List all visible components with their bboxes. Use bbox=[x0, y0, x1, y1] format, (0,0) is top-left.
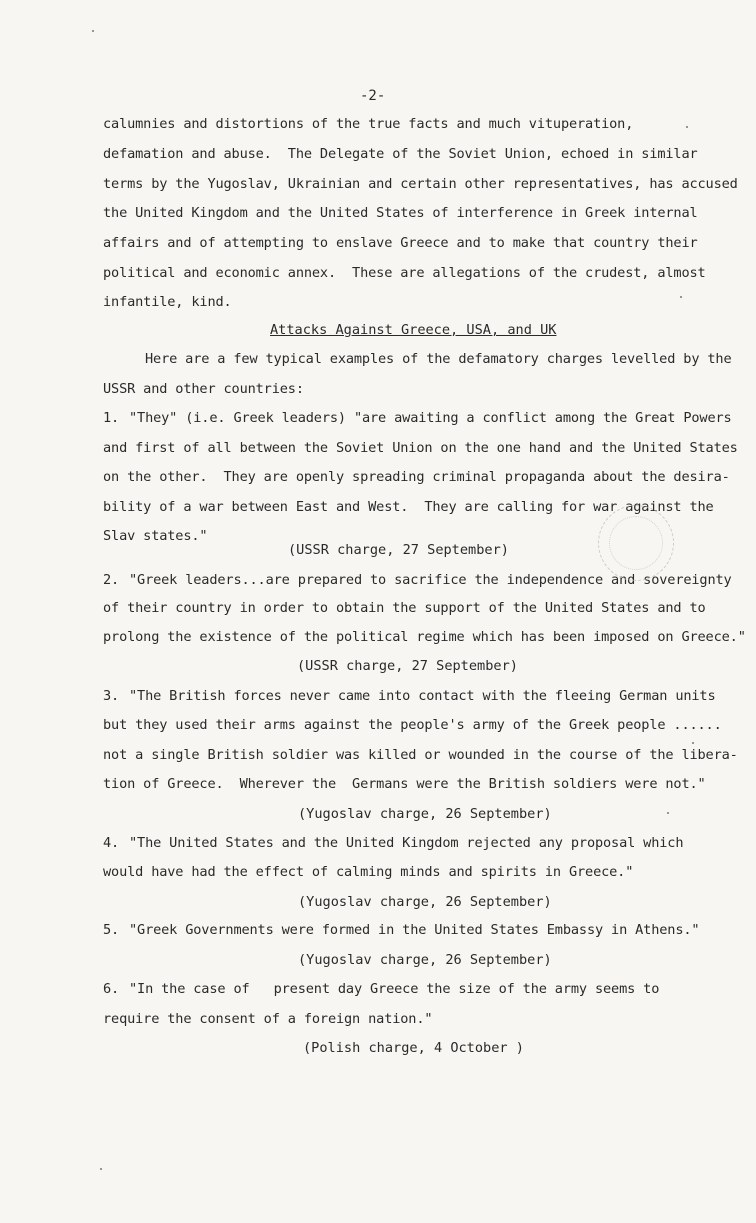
text-line: would have had the effect of calming minds and spirits in Greece." bbox=[103, 864, 634, 880]
example-text: "Greek Governments were formed in the United States Embassy in Athens." bbox=[129, 922, 700, 938]
example-text: "Greek leaders...are prepared to sacrifice the independence and sovereignty bbox=[129, 572, 732, 588]
text-line: bility of a war between East and West. They are calling for war against the bbox=[103, 499, 714, 515]
text-line: Here are a few typical examples of the defamatory charges levelled by the bbox=[145, 351, 732, 367]
example-number: 1. bbox=[103, 410, 120, 426]
text-line: require the consent of a foreign nation." bbox=[103, 1011, 433, 1027]
example-number: 4. bbox=[103, 835, 120, 851]
citation: (Yugoslav charge, 26 September) bbox=[298, 806, 552, 822]
paper-speck bbox=[686, 126, 688, 128]
example-text: "They" (i.e. Greek leaders) "are awaiting a conflict among the Great Powers bbox=[129, 410, 732, 426]
text-line: the United Kingdom and the United States of interference in Greek internal bbox=[103, 205, 698, 221]
text-line: calumnies and distortions of the true facts and much vituperation, bbox=[103, 116, 634, 132]
citation: (Polish charge, 4 October ) bbox=[303, 1040, 524, 1056]
example-line bbox=[103, 410, 732, 426]
paper-speck bbox=[100, 1168, 102, 1170]
example-text: "The British forces never came into contact with the fleeing German units bbox=[129, 688, 716, 704]
page-number: -2- bbox=[360, 88, 386, 104]
citation: (Yugoslav charge, 26 September) bbox=[298, 952, 552, 968]
example-text: "In the case of present day Greece the size of the army seems to bbox=[129, 981, 660, 997]
citation: (Yugoslav charge, 26 September) bbox=[298, 894, 552, 910]
text-line: but they used their arms against the people's army of the Greek people ...... bbox=[103, 717, 722, 733]
citation: (USSR charge, 27 September) bbox=[288, 542, 509, 558]
example-text: "The United States and the United Kingdom rejected any proposal which bbox=[129, 835, 684, 851]
text-line: tion of Greece. Wherever the Germans were the British soldiers were not." bbox=[103, 776, 706, 792]
citation: (USSR charge, 27 September) bbox=[297, 658, 518, 674]
text-line: infantile, kind. bbox=[103, 294, 232, 310]
paper-speck bbox=[680, 296, 682, 298]
text-line: prolong the existence of the political regime which has been imposed on Greece." bbox=[103, 629, 746, 645]
text-line: not a single British soldier was killed or wounded in the course of the libera- bbox=[103, 747, 738, 763]
example-line bbox=[103, 688, 716, 704]
library-stamp bbox=[598, 505, 674, 581]
example-line bbox=[103, 922, 699, 938]
section-heading: Attacks Against Greece, USA, and UK bbox=[270, 322, 557, 338]
text-line: political and economic annex. These are allegations of the crudest, almost bbox=[103, 265, 706, 281]
text-line: of their country in order to obtain the support of the United States and to bbox=[103, 600, 706, 616]
example-line bbox=[103, 981, 659, 997]
paper-speck bbox=[92, 30, 94, 32]
text-line: USSR and other countries: bbox=[103, 381, 304, 397]
text-line: affairs and of attempting to enslave Greece and to make that country their bbox=[103, 235, 698, 251]
text-line: terms by the Yugoslav, Ukrainian and certain other representatives, has accused bbox=[103, 176, 738, 192]
text-line: and first of all between the Soviet Union on the one hand and the United States bbox=[103, 440, 738, 456]
example-number: 3. bbox=[103, 688, 120, 704]
paper-speck bbox=[667, 812, 669, 814]
example-number: 6. bbox=[103, 981, 120, 997]
paper-speck bbox=[692, 742, 694, 744]
text-line: defamation and abuse. The Delegate of the Soviet Union, echoed in similar bbox=[103, 146, 698, 162]
example-number: 2. bbox=[103, 572, 120, 588]
text-line: Slav states." bbox=[103, 528, 208, 544]
text-line: on the other. They are openly spreading criminal propaganda about the desira- bbox=[103, 469, 730, 485]
example-number: 5. bbox=[103, 922, 120, 938]
example-line bbox=[103, 835, 683, 851]
